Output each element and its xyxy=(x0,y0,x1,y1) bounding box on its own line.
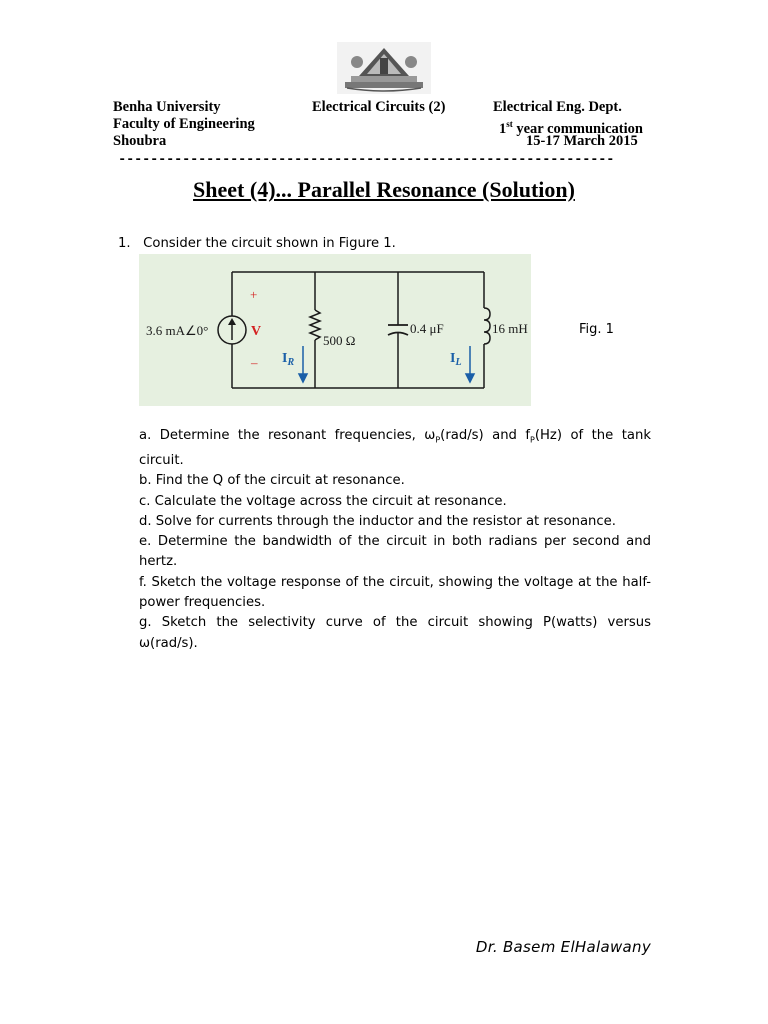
resistor-symbol xyxy=(310,310,320,340)
ir-sub: R xyxy=(287,357,295,368)
task-d: d. Solve for currents through the inductor and the resistor at resonance. xyxy=(139,513,616,529)
omega-symbol: ω xyxy=(424,428,436,443)
question-text: Consider the circuit shown in Figure 1. xyxy=(143,236,396,251)
inductor-label: 16 mH xyxy=(492,321,528,336)
sheet-title: Sheet (4)... Parallel Resonance (Solution) xyxy=(193,177,575,202)
task-a-text-3: (Hz) of the tank circuit. xyxy=(139,428,651,468)
question-1 xyxy=(118,236,396,251)
il-main: I xyxy=(450,351,456,366)
voltage-label: V xyxy=(251,324,262,339)
circuit-wires xyxy=(232,272,484,388)
task-c: c. Calculate the voltage across the circuit at resonance. xyxy=(139,493,507,509)
task-e: e. Determine the bandwidth of the circuit in both radians per second and hertz. xyxy=(139,534,651,570)
source-label: 3.6 mA∠0° xyxy=(146,323,209,338)
omega-symbol-g: ω xyxy=(139,635,151,651)
f-subscript: P xyxy=(530,435,535,445)
inductor-symbol xyxy=(484,308,490,344)
university-name: Benha University xyxy=(113,99,221,115)
header-divider: -------------------------------------------------------------- xyxy=(118,152,615,168)
year-text: year communication xyxy=(512,120,643,137)
capacitor-label: 0.4 μF xyxy=(410,321,444,336)
year-number: 1 xyxy=(499,120,507,137)
task-g-text-2: (rad/s). xyxy=(150,635,198,651)
question-number: 1. xyxy=(118,236,131,251)
task-a xyxy=(139,426,651,471)
task-list xyxy=(139,426,651,654)
current-arrows xyxy=(299,346,474,382)
current-source-symbol xyxy=(218,316,246,344)
department-name: Electrical Eng. Dept. xyxy=(493,99,622,115)
voltage-minus: – xyxy=(251,355,258,370)
task-a-text-2: (rad/s) and f xyxy=(440,428,531,443)
omega-subscript: P xyxy=(435,435,441,445)
ir-main: I xyxy=(282,351,288,366)
task-a-text-1: a. Determine the resonant frequencies, xyxy=(139,428,425,443)
ir-label xyxy=(282,351,294,368)
circuit-figure xyxy=(139,254,531,406)
faculty-name: Faculty of Engineering xyxy=(113,116,255,132)
sheet-date: 15-17 March 2015 xyxy=(526,133,638,149)
year-ordinal: st xyxy=(506,119,513,129)
task-f: f. Sketch the voltage response of the circuit, showing the voltage at the half-power frequencies. xyxy=(139,574,651,611)
figure-label: Fig. 1 xyxy=(579,322,614,337)
course-name: Electrical Circuits (2) xyxy=(312,99,446,115)
university-logo xyxy=(337,42,431,94)
il-sub: L xyxy=(455,357,462,368)
author-name: Dr. Basem ElHalawany xyxy=(475,938,651,956)
resistor-label: 500 Ω xyxy=(323,333,356,348)
voltage-plus: + xyxy=(250,287,258,302)
campus-name: Shoubra xyxy=(113,133,167,149)
il-label xyxy=(450,351,462,368)
task-g-text-1: g. Sketch the selectivity curve of the circuit showing P(watts) versus xyxy=(139,615,651,631)
task-g xyxy=(139,613,651,654)
task-b: b. Find the Q of the circuit at resonance. xyxy=(139,473,405,489)
